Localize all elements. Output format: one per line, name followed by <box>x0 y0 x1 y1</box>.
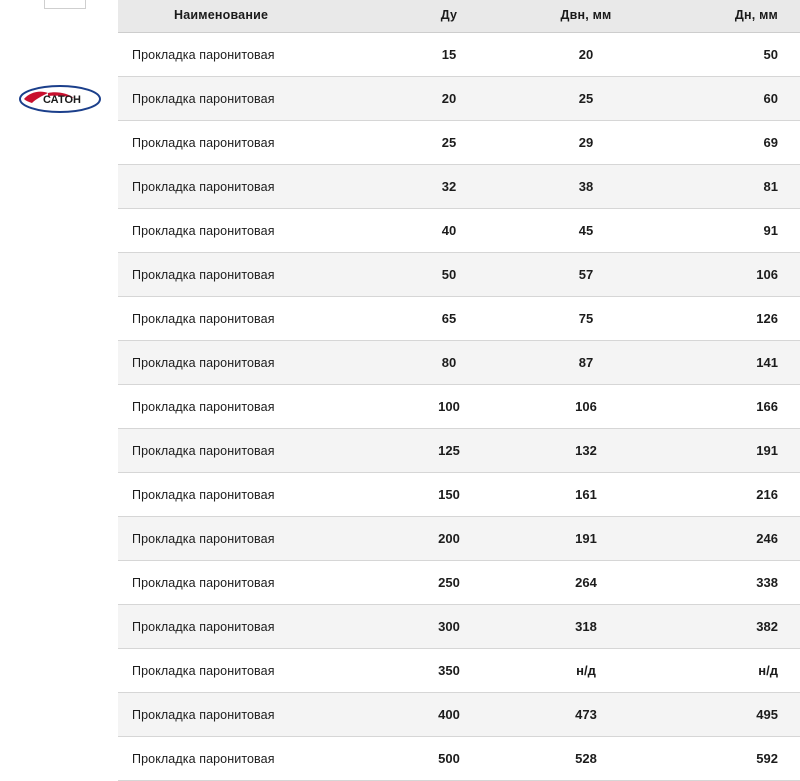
cell-dvn: 318 <box>508 605 664 649</box>
cell-name: Прокладка паронитовая <box>118 121 390 165</box>
table-row <box>118 33 800 77</box>
column-header-name: Наименование <box>118 0 390 33</box>
cell-du: 80 <box>390 341 508 385</box>
cell-du: 100 <box>390 385 508 429</box>
column-header-dn: Дн, мм <box>664 0 800 33</box>
cell-du: 25 <box>390 121 508 165</box>
column-header-dvn: Двн, мм <box>508 0 664 33</box>
cell-dvn: 191 <box>508 517 664 561</box>
cell-name: Прокладка паронитовая <box>118 341 390 385</box>
cell-dn: 216 <box>664 473 800 517</box>
cell-dn: 592 <box>664 737 800 781</box>
table-row <box>118 649 800 693</box>
cell-name: Прокладка паронитовая <box>118 649 390 693</box>
cell-du: 50 <box>390 253 508 297</box>
table-row <box>118 473 800 517</box>
cell-dn: 338 <box>664 561 800 605</box>
cell-dvn: 57 <box>508 253 664 297</box>
cell-name: Прокладка паронитовая <box>118 605 390 649</box>
cell-dvn: 132 <box>508 429 664 473</box>
cell-dn: 69 <box>664 121 800 165</box>
cell-name: Прокладка паронитовая <box>118 473 390 517</box>
cell-name: Прокладка паронитовая <box>118 693 390 737</box>
left-margin-column <box>0 0 118 775</box>
cell-dvn: 473 <box>508 693 664 737</box>
table-row <box>118 737 800 781</box>
cell-dn: 81 <box>664 165 800 209</box>
cell-dn: 191 <box>664 429 800 473</box>
cell-dn: 50 <box>664 33 800 77</box>
cell-du: 150 <box>390 473 508 517</box>
table-row <box>118 165 800 209</box>
table-row <box>118 561 800 605</box>
table-row <box>118 385 800 429</box>
cell-dvn: 25 <box>508 77 664 121</box>
specification-table-container <box>118 0 800 781</box>
cell-name: Прокладка паронитовая <box>118 517 390 561</box>
table-row <box>118 517 800 561</box>
cell-name: Прокладка паронитовая <box>118 737 390 781</box>
cell-du: 400 <box>390 693 508 737</box>
cell-dn: н/д <box>664 649 800 693</box>
cell-dn: 382 <box>664 605 800 649</box>
svg-text:САТОН: САТОН <box>42 94 82 106</box>
cell-dvn: 161 <box>508 473 664 517</box>
cell-dvn: 106 <box>508 385 664 429</box>
specification-table <box>118 0 800 781</box>
cell-du: 40 <box>390 209 508 253</box>
cell-dn: 126 <box>664 297 800 341</box>
table-row <box>118 209 800 253</box>
cell-du: 300 <box>390 605 508 649</box>
table-header <box>118 0 800 33</box>
cell-name: Прокладка паронитовая <box>118 297 390 341</box>
table-row <box>118 341 800 385</box>
cell-name: Прокладка паронитовая <box>118 385 390 429</box>
cell-dn: 246 <box>664 517 800 561</box>
cell-name: Прокладка паронитовая <box>118 561 390 605</box>
cell-name: Прокладка паронитовая <box>118 253 390 297</box>
cell-dn: 106 <box>664 253 800 297</box>
table-row <box>118 429 800 473</box>
cell-du: 200 <box>390 517 508 561</box>
cell-dn: 166 <box>664 385 800 429</box>
cell-dvn: 264 <box>508 561 664 605</box>
cell-du: 65 <box>390 297 508 341</box>
table-body <box>118 33 800 781</box>
cell-dvn: 528 <box>508 737 664 781</box>
cell-du: 250 <box>390 561 508 605</box>
table-row <box>118 693 800 737</box>
cell-name: Прокладка паронитовая <box>118 429 390 473</box>
table-row <box>118 605 800 649</box>
cell-name: Прокладка паронитовая <box>118 165 390 209</box>
table-header-row <box>118 0 800 33</box>
cell-du: 350 <box>390 649 508 693</box>
cell-dvn: 87 <box>508 341 664 385</box>
cell-du: 32 <box>390 165 508 209</box>
table-row <box>118 297 800 341</box>
cell-du: 125 <box>390 429 508 473</box>
cell-dvn: 45 <box>508 209 664 253</box>
cell-name: Прокладка паронитовая <box>118 77 390 121</box>
table-row <box>118 253 800 297</box>
cell-dvn: 20 <box>508 33 664 77</box>
cell-dvn: 29 <box>508 121 664 165</box>
cell-dn: 91 <box>664 209 800 253</box>
cell-du: 500 <box>390 737 508 781</box>
cell-dvn: 75 <box>508 297 664 341</box>
table-row <box>118 121 800 165</box>
cell-name: Прокладка паронитовая <box>118 33 390 77</box>
cell-dn: 141 <box>664 341 800 385</box>
cell-dn: 60 <box>664 77 800 121</box>
cell-dvn: 38 <box>508 165 664 209</box>
cell-du: 15 <box>390 33 508 77</box>
cell-dvn: н/д <box>508 649 664 693</box>
cell-dn: 495 <box>664 693 800 737</box>
cell-du: 20 <box>390 77 508 121</box>
top-stub-shape <box>44 0 86 9</box>
cell-name: Прокладка паронитовая <box>118 209 390 253</box>
saton-logo <box>18 84 102 114</box>
column-header-du: Ду <box>390 0 508 33</box>
table-row <box>118 77 800 121</box>
